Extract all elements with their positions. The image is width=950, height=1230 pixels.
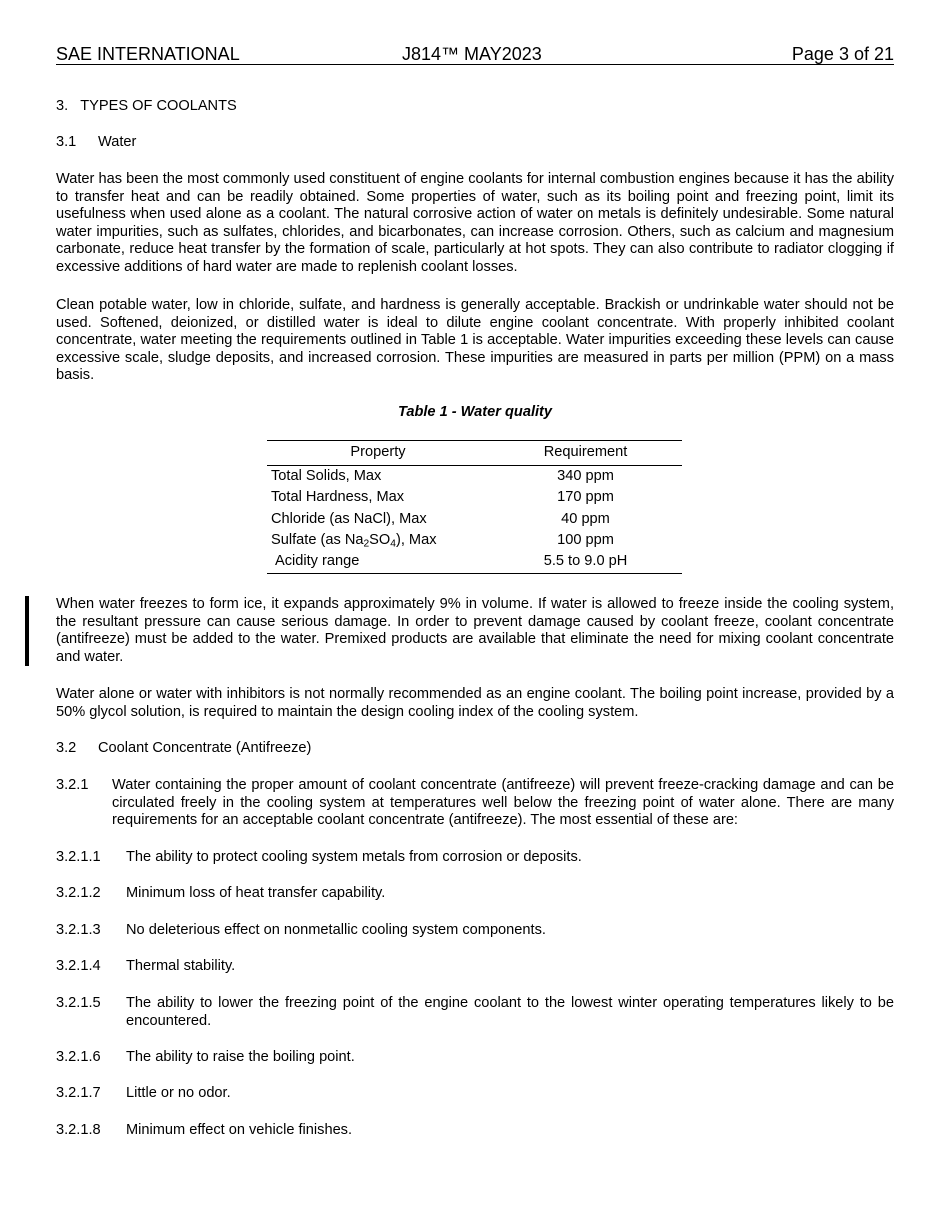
requirement-cell: 40 ppm [561, 510, 610, 527]
property-cell: Acidity range [267, 552, 489, 574]
list-item: Thermal stability. [126, 958, 236, 974]
list-item: Minimum loss of heat transfer capability. [126, 885, 386, 901]
header-document-id: J814™ MAY2023 [402, 44, 542, 64]
column-header-property: Property [267, 441, 489, 466]
list-item-number: 3.2.1.4 [56, 958, 101, 974]
list-item: The ability to protect cooling system metals from corrosion or deposits. [126, 849, 582, 865]
list-item-number: 3.2.1.3 [56, 922, 101, 938]
section-3-2-heading [56, 740, 312, 758]
list-item: The ability to lower the freezing point of the engine coolant to the lowest winter operating temperatures likely to be encountered. [126, 995, 894, 1029]
property-cell: Total Solids, Max [271, 467, 382, 484]
table-row [267, 509, 682, 530]
section-number: 3. [56, 98, 69, 114]
table-row [267, 552, 682, 574]
list-item: Minimum effect on vehicle finishes. [126, 1122, 353, 1138]
subsection-number: 3.2.1 [56, 777, 89, 793]
water-paragraph-2: Clean potable water, low in chloride, sulfate, and hardness is generally acceptable. Brackish or undrinkable water should not be used. Softened, deionized, or distilled water is ideal to dilute engine coolant concentrate. With properly inhibited coolant concentrate, water meeting the requirements outlined in Table 1 is acceptable. Water impurities exceeding these levels can cause excessive scale, sludge deposits, and increased corrosion. These impurities are measured in parts per million (PPM) on a mass basis. [56, 297, 894, 384]
revision-change-bar [25, 596, 29, 666]
section-title: Coolant Concentrate (Antifreeze) [98, 740, 312, 756]
table-row [267, 487, 682, 508]
requirement-cell: 5.5 to 9.0 pH [489, 552, 682, 574]
list-item-number: 3.2.1.6 [56, 1049, 101, 1065]
table-header-row [267, 441, 682, 466]
section-3-heading [56, 98, 237, 116]
list-item: Little or no odor. [126, 1085, 231, 1101]
water-quality-table [267, 440, 682, 574]
section-number: 3.2 [56, 740, 77, 756]
water-paragraph-3: When water freezes to form ice, it expands approximately 9% in volume. If water is allowed to freeze inside the cooling system, the resultant pressure can cause serious damage. In order to prevent damage caused by coolant freeze, coolant concentrate (antifreeze) must be added to the water. Premixed products are available that eliminate the need for mixing coolant concentrate and water. [56, 596, 894, 665]
table-caption: Table 1 - Water quality [397, 404, 553, 420]
subsection-3-2-1-text: Water containing the proper amount of coolant concentrate (antifreeze) will prevent freeze-cracking damage and can be circulated freely in the cooling system at temperatures well below the freezing point of water alone. There are many requirements for an acceptable coolant concentrate (antifreeze). The most essential of these are: [112, 777, 894, 829]
section-3-1-heading [56, 134, 137, 152]
list-item-number: 3.2.1.5 [56, 995, 101, 1011]
section-title: Water [98, 134, 137, 150]
water-paragraph-4: Water alone or water with inhibitors is not normally recommended as an engine coolant. The boiling point increase, provided by a 50% glycol solution, is required to maintain the design cooling index of the cooling system. [56, 686, 894, 720]
list-item-number: 3.2.1.1 [56, 849, 101, 865]
table-row [267, 530, 682, 551]
requirement-cell: 170 ppm [557, 489, 614, 506]
requirement-cell: 340 ppm [557, 467, 614, 484]
section-title: TYPES OF COOLANTS [80, 98, 237, 114]
page-header [56, 44, 894, 65]
header-page-number: Page 3 of 21 [791, 44, 894, 64]
property-cell: Chloride (as NaCl), Max [271, 510, 427, 527]
header-publisher: SAE INTERNATIONAL [56, 44, 240, 64]
list-item: The ability to raise the boiling point. [126, 1049, 355, 1065]
water-paragraph-1: Water has been the most commonly used constituent of engine coolants for internal combustion engines because it has the ability to transfer heat and can be readily obtained. Some properties of water, such as its boiling point and freezing point, limit its usefulness when used alone as a coolant. The natural corrosive action of water on metals is definitely undesirable. Some natural water impurities, such as sulfates, chlorides, and bicarbonates, can increase corrosion. Others, such as calcium and magnesium carbonate, reduce heat transfer by the formation of scale, particularly at hot spots. They can also contribute to radiator clogging if excessive additions of hard water are made to replenish coolant losses. [56, 171, 894, 275]
property-cell: Sulfate (as $Na_2SO_4$), Max [271, 532, 437, 550]
requirement-cell: 100 ppm [557, 532, 614, 549]
list-item-number: 3.2.1.7 [56, 1085, 101, 1101]
list-item-number: 3.2.1.2 [56, 885, 101, 901]
property-cell: Total Hardness, Max [271, 489, 405, 506]
table-row [267, 466, 682, 488]
list-item: No deleterious effect on nonmetallic cooling system components. [126, 922, 546, 938]
section-number: 3.1 [56, 134, 77, 150]
list-item-number: 3.2.1.8 [56, 1122, 101, 1138]
column-header-requirement: Requirement [489, 441, 682, 466]
